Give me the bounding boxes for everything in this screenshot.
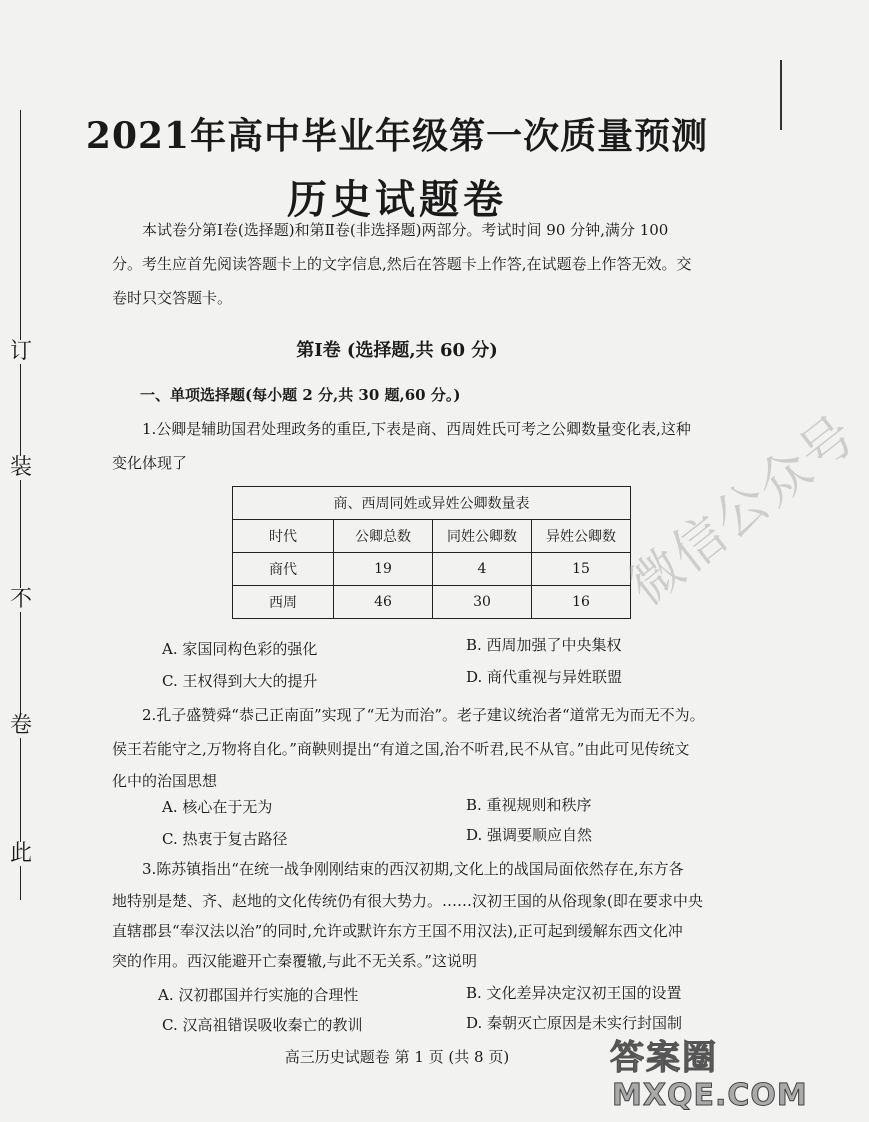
q1-option-d: D. 商代重视与异姓联盟 bbox=[466, 668, 623, 686]
table-caption: 商、西周同姓或异姓公卿数量表 bbox=[233, 487, 631, 520]
q2-line-3: 化中的治国思想 bbox=[112, 772, 218, 790]
q1-option-b: B. 西周加强了中央集权 bbox=[466, 636, 622, 654]
q1-line-2: 变化体现了 bbox=[112, 454, 188, 472]
logo-top-text: 答案圈 bbox=[610, 1038, 718, 1078]
q3-option-a: A. 汉初郡国并行实施的合理性 bbox=[158, 986, 359, 1004]
q3-line-1: 3.陈苏镇指出“在统一战争刚刚结束的西汉初期,文化上的战国局面依然存在,东方各 bbox=[142, 860, 684, 878]
logo-bottom-text: MXQE.COM bbox=[612, 1078, 808, 1113]
binding-char-zhuang: 装 bbox=[10, 455, 33, 480]
q2-line-1: 2.孔子盛赞舜“恭己正南面”实现了“无为而治”。老子建议统治者“道常无为而无不为。 bbox=[142, 706, 705, 724]
table-cell: 商代 bbox=[233, 553, 334, 586]
table-cell: 16 bbox=[532, 586, 631, 619]
section-title: 第Ⅰ卷 (选择题,共 60 分) bbox=[296, 340, 498, 361]
table-row bbox=[233, 553, 631, 586]
q2-option-a: A. 核心在于无为 bbox=[162, 798, 273, 816]
intro-line-1: 本试卷分第Ⅰ卷(选择题)和第Ⅱ卷(非选择题)两部分。考试时间 90 分钟,满分 100 bbox=[142, 221, 669, 239]
q1-table bbox=[232, 486, 631, 619]
table-cell: 4 bbox=[433, 553, 532, 586]
q2-option-c: C. 热衷于复古路径 bbox=[162, 830, 288, 848]
q3-line-4: 突的作用。西汉能避开亡秦覆辙,与此不无关系。”这说明 bbox=[112, 952, 477, 970]
table-header-cell: 异姓公卿数 bbox=[532, 520, 631, 553]
intro-line-2: 分。考生应首先阅读答题卡上的文字信息,然后在答题卡上作答,在试题卷上作答无效。交 bbox=[112, 255, 692, 273]
q3-option-b: B. 文化差异决定汉初王国的设置 bbox=[466, 984, 682, 1002]
q1-option-c: C. 王权得到大大的提升 bbox=[162, 672, 318, 690]
q3-option-c: C. 汉高祖错误吸收秦亡的教训 bbox=[162, 1016, 363, 1034]
binding-char-ding: 订 bbox=[10, 339, 33, 364]
q2-line-2: 侯王若能守之,万物将自化。”商鞅则提出“有道之国,治不听君,民不从官。”由此可见传统文 bbox=[112, 740, 690, 758]
binding-char-juan: 卷 bbox=[10, 713, 33, 738]
table-cell: 15 bbox=[532, 553, 631, 586]
section-subtitle: 一、单项选择题(每小题 2 分,共 30 题,60 分。) bbox=[140, 386, 461, 404]
q2-option-b: B. 重视规则和秩序 bbox=[466, 796, 592, 814]
q3-line-3: 直辖郡县“奉汉法以治”的同时,允许或默许东方王国不用汉法),正可起到缓解东西文化冲 bbox=[112, 922, 683, 940]
page-footer: 高三历史试题卷 第 1 页 (共 8 页) bbox=[284, 1048, 510, 1066]
table-cell: 西周 bbox=[233, 586, 334, 619]
q1-line-1: 1.公卿是辅助国君处理政务的重臣,下表是商、西周姓氏可考之公卿数量变化表,这种 bbox=[142, 420, 691, 438]
table-row bbox=[233, 586, 631, 619]
binding-char-bu: 不 bbox=[10, 587, 33, 612]
q3-option-d: D. 秦朝灭亡原因是未实行封国制 bbox=[466, 1014, 683, 1032]
table-header-row bbox=[233, 520, 631, 553]
q1-option-a: A. 家国同构色彩的强化 bbox=[162, 640, 318, 658]
table-cell: 30 bbox=[433, 586, 532, 619]
table-header-cell: 同姓公卿数 bbox=[433, 520, 532, 553]
intro-line-3: 卷时只交答题卡。 bbox=[112, 289, 233, 307]
binding-line bbox=[20, 110, 21, 900]
table-cell: 19 bbox=[334, 553, 433, 586]
watermark-text: 微信公众号 bbox=[618, 404, 868, 618]
binding-char-ci: 此 bbox=[10, 841, 33, 866]
table-header-cell: 公卿总数 bbox=[334, 520, 433, 553]
site-logo bbox=[610, 1030, 808, 1122]
table-header-cell: 时代 bbox=[233, 520, 334, 553]
exam-subtitle: 历史试题卷 bbox=[287, 176, 507, 223]
table-cell: 46 bbox=[334, 586, 433, 619]
q3-line-2: 地特别是楚、齐、赵地的文化传统仍有很大势力。……汉初王国的从俗现象(即在要求中央 bbox=[112, 892, 703, 910]
exam-title: 2021年高中毕业年级第一次质量预测 bbox=[85, 115, 709, 157]
q2-option-d: D. 强调要顺应自然 bbox=[466, 826, 593, 844]
